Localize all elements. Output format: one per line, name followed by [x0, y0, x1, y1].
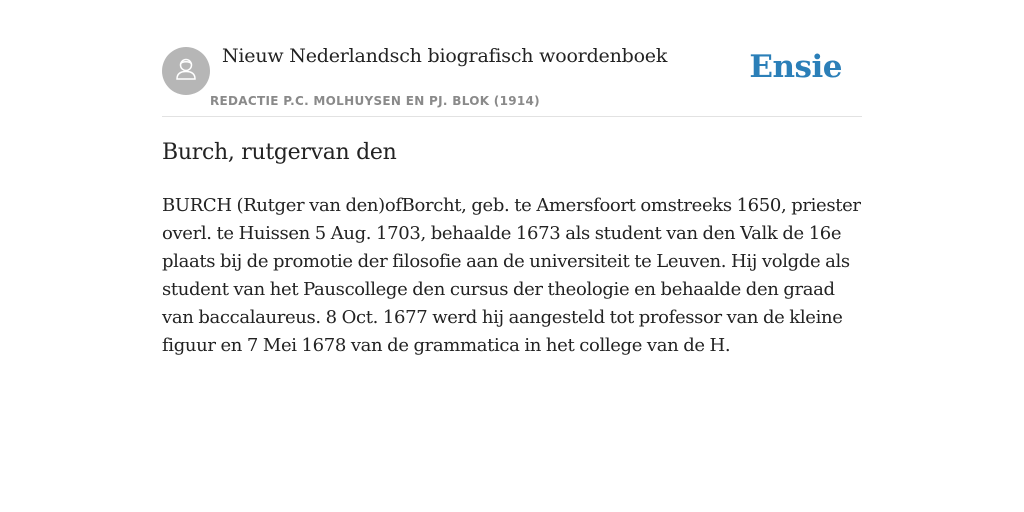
entry-body: BURCH (Rutger van den)ofBorcht, geb. te Amersfoort omstreeks 1650, priester overl. te Huissen 5 Aug. 1703, behaalde 1673 als student van den Valk de 16e plaats bij de promotie der filosofie aan de universiteit te Leuven. Hij volgde als student van het Pauscollege den cursus der theologie en behaalde den graad van baccalaureus. 8 Oct. 1677 werd hij aangesteld tot professor van de kleine figuur en 7 Mei 1678 van de grammatica in het college van de H. [162, 195, 861, 356]
ensie-logo[interactable]: Ensie [749, 49, 842, 85]
avatar[interactable] [162, 47, 210, 95]
source-subtitle: REDACTIE P.C. MOLHUYSEN EN PJ. BLOK (1914) [210, 94, 540, 108]
source-header [162, 44, 862, 117]
user-icon [171, 54, 201, 89]
source-title[interactable]: Nieuw Nederlandsch biografisch woordenboek [222, 45, 668, 67]
entry-title: Burch, rutgervan den [162, 140, 397, 165]
